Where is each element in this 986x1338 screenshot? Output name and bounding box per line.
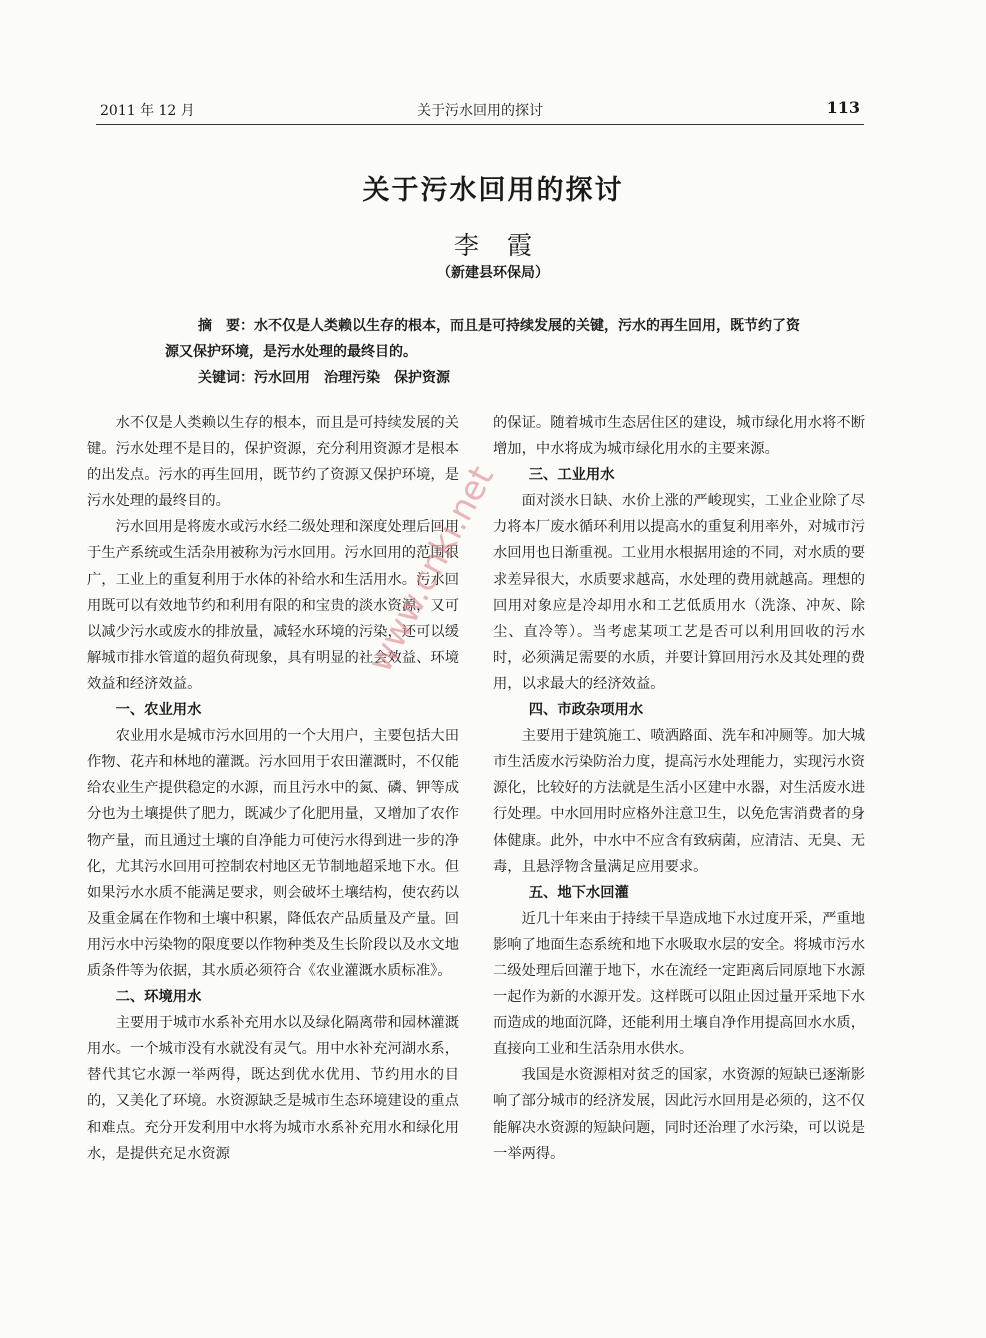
abstract-label: 摘 要： bbox=[198, 318, 254, 334]
watermark-text: www.cnki.net bbox=[360, 459, 502, 679]
page-number: 113 bbox=[826, 98, 860, 117]
keywords-text: 污水回用 治理污染 保护资源 bbox=[254, 370, 450, 386]
article-author: 李霞 bbox=[453, 231, 560, 260]
paragraph: 面对淡水日缺、水价上涨的严峻现实，工业企业除了尽力将本厂废水循环利用以提高水的重复利用率外，对城市污水回用也日渐重视。工业用水根据用途的不同，对水质的要求差异很大，水质要求越高，水处理的费用就越高。理想的回用对象应是冷却用水和工艺低质用水（洗涤、冲灰、除尘、直冷等）。当考虑某项工艺是否可以利用回收的污水时，必须满足需要的水质，并要计算回用污水及其处理的费用，以求最大的经济效益。 bbox=[493, 493, 865, 692]
keywords bbox=[165, 365, 805, 391]
article-title: 关于污水回用的探讨 bbox=[362, 175, 624, 206]
paragraph: 农业用水是城市污水回用的一个大用户，主要包括大田作物、花卉和林地的灌溉。污水回用于农田灌溉时，不仅能给农业生产提供稳定的水源，而且污水中的氮、磷、钾等成分也为土壤提供了肥力，既减少了化肥用量，又增加了农作物产量，而且通过土壤的自净能力可使污水得到进一步的净化，尤其污水回用可控制农村地区无节制地超采地下水。但如果污水水质不能满足要求，则会破坏土壤结构，使农药以及重金属在作物和土壤中积累，降低农产品质量及产量。回用污水中污染物的限度要以作物种类及生长阶段以及水文地质条件等为依据，其水质必须符合《农业灌溉水质标准》。 bbox=[87, 728, 459, 979]
right-column bbox=[493, 410, 865, 1167]
issue-date: 2011 年 12 月 bbox=[100, 103, 195, 119]
abstract bbox=[165, 313, 805, 365]
paragraph: 近几十年来由于持续干旱造成地下水过度开采，严重地影响了地面生态系统和地下水吸取水层的安全。将城市污水二级处理后回灌于地下，水在流经一定距离后同原地下水源一起作为新的水源开发。这样既可以阻止因过量开采地下水而造成的地面沉降，还能利用土壤自净作用提高回水水质，直接向工业和生活杂用水供水。 bbox=[493, 910, 865, 1058]
section-heading-industry: 三、工业用水 bbox=[528, 467, 615, 484]
abstract-block bbox=[165, 313, 805, 391]
paragraph: 主要用于建筑施工、喷洒路面、洗车和冲厕等。加大城市生活废水污染防治力度，提高污水处理能力，实现污水资源化，比较好的方法就是生活小区建中水器，对生活废水进行处理。中水回用时应格外注意卫生，以免危害消费者的身体健康。此外，中水中不应含有致病菌，应清洁、无臭、无毒，且悬浮物含量满足应用要求。 bbox=[493, 728, 865, 875]
author-affiliation: （新建县环保局） bbox=[437, 265, 549, 281]
paragraph: 的保证。随着城市生态居住区的建设，城市绿化用水将不断增加，中水将成为城市绿化用水的主要来源。 bbox=[493, 415, 865, 458]
running-title: 关于污水回用的探讨 bbox=[417, 103, 543, 119]
paragraph: 污水回用是将废水或污水经二级处理和深度处理后回用于生产系统或生活杂用被称为污水回用。污水回用的范围很广，工业上的重复利用于水体的补给水和生活用水。污水回用既可以有效地节约和利用有限的和宝贵的淡水资源，又可以减少污水或废水的排放量，减轻水环境的污染，还可以缓解城市排水管道的超负荷现象，具有明显的社会效益、环境效益和经济效益。 bbox=[87, 519, 459, 692]
running-header bbox=[96, 98, 864, 125]
section-heading-municipal: 四、市政杂项用水 bbox=[528, 702, 644, 719]
section-heading-agriculture: 一、农业用水 bbox=[115, 702, 202, 719]
abstract-text: 水不仅是人类赖以生存的根本，而且是可持续发展的关键，污水的再生回用，既节约了资源又保护环境，是污水处理的最终目的。 bbox=[165, 318, 800, 360]
left-column bbox=[87, 410, 459, 1167]
paragraph: 水不仅是人类赖以生存的根本，而且是可持续发展的关键。污水处理不是目的，保护资源，充分利用资源才是根本的出发点。污水的再生回用，既节约了资源又保护环境，是污水处理的最终目的。 bbox=[87, 415, 459, 510]
section-heading-environment: 二、环境用水 bbox=[115, 989, 202, 1006]
keywords-label: 关键词： bbox=[198, 370, 254, 386]
section-heading-groundwater: 五、地下水回灌 bbox=[528, 884, 629, 901]
paragraph: 我国是水资源相对贫乏的国家，水资源的短缺已逐渐影响了部分城市的经济发展，因此污水回用是必须的，这不仅能解决水资源的短缺问题，同时还治理了水污染，可以说是一举两得。 bbox=[493, 1067, 865, 1162]
paragraph: 主要用于城市水系补充用水以及绿化隔离带和园林灌溉用水。一个城市没有水就没有灵气。用中水补充河湖水系，替代其它水源一举两得，既达到优水优用、节约用水的目的，又美化了环境。水资源缺乏是城市生态环境建设的重点和难点。充分开发利用中水将为城市水系补充用水和绿化用水，是提供充足水资源 bbox=[87, 1015, 459, 1162]
